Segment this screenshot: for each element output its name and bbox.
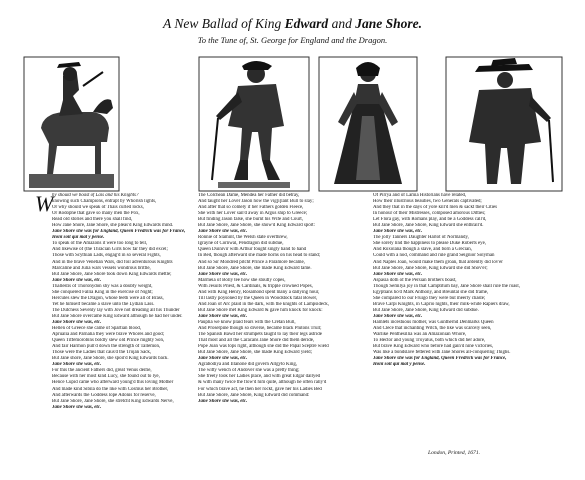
verse-line: Hamlets incestuous mother, was Gunthernd Denmarks Queen	[373, 319, 494, 325]
verse-line: Or why should we speak of Thais curled locks,	[52, 205, 144, 211]
verse-line: Marcaline and Julia wars vessels wondrous brittle,	[52, 265, 151, 271]
ballad-title	[0, 16, 585, 32]
verse-line: But Jane Shore, Jane Shore, she made King Edward tame.	[198, 265, 312, 271]
verse-line: Thallestis of Thoronydon shy was a doubty weight,	[52, 283, 153, 289]
verse-line: But Jane Shore, Jane Shore, King Edward did subdue.	[373, 307, 479, 313]
verse-line: Honi soit qui mal y pense.	[373, 362, 426, 368]
verse-line: She conquered Fallia King in the exercise of Night;	[52, 289, 153, 295]
verse-line: Jane Shore she was, etc.	[198, 313, 248, 319]
verse-line: The Spanish Bawd her strumpets taught to lay their legs astride	[198, 332, 322, 338]
verse-line: She sorely lind the happiness to please Duke Roberts eye,	[373, 241, 487, 247]
verse-line: And Roxolana though a slave, and born a Grecian,	[373, 247, 472, 253]
verse-line: Of Pirrya and of Lamia Historians have related,	[373, 193, 467, 198]
title-name-edward: Edward	[284, 16, 329, 31]
verse-line: To Hector and young Troyalus, both which did her adore,	[373, 338, 486, 344]
verse-line: & with many twice the flow'd him quite, although he often rally'd	[198, 380, 327, 386]
verse-column-1	[52, 193, 185, 411]
verse-line: She with her Lover sail'd away in Argus ship to Greece;	[198, 211, 308, 217]
verse-line: Queen Tiffemorobins boldly slew old Prince mighty Son,	[52, 338, 165, 344]
verse-line: Jane Shore she was, etc.	[198, 398, 248, 404]
title-and: and	[328, 16, 356, 31]
drop-cap: W	[35, 191, 54, 216]
verse-line: Because with her most kind Lucy, she found out to lye,	[52, 374, 160, 380]
verse-line: And afterwards the Goddess lope Adonis for reserve,	[52, 392, 156, 398]
verse-line: That most and all the Caracans Jane Shore did them deride,	[198, 338, 315, 344]
verse-line: She compared to our Fruigo they were but meerly chaste;	[373, 295, 486, 301]
verse-line: Igrayne of Cornwal, Pendragon did subdue,	[198, 241, 284, 247]
title-prefix: A New Ballad of King	[163, 16, 285, 31]
verse-line: Jane Shore she was, etc.	[52, 319, 102, 325]
verse-line: And likewise of (the Thracian Girls how far they did excel;	[52, 247, 168, 253]
verse-line: Those were the Ladies that caus'd the Trojan Sack,	[52, 350, 152, 356]
verse-line: Aprualia and Parnalia they were brave Whores and good;	[52, 332, 165, 338]
verse-line: And in the brave Venetian Wars, did foil adventurous Knights	[52, 259, 173, 265]
verse-line: And Joan of Arc plaid in the dark, with the knights of Lampsideck,	[198, 301, 329, 307]
verse-line: Jane Shore she was, etc.	[52, 404, 102, 410]
verse-line: Though Semilya joy in that Camptitum bay, Jane Shore shall rule the roast,	[373, 283, 520, 289]
verse-line: Honi soit qui mal y pense.	[52, 235, 105, 241]
verse-line: The jolly Tanners Daughter Harlot of Normandy,	[373, 235, 469, 241]
verse-line: And so Sir Mondred pitcht Prince a Paramore became,	[198, 259, 305, 265]
verse-line: The Dutchess Sevenly lay with Jove not dreading all his Thunder	[52, 307, 180, 313]
verse-line: But Jane Shore, Jane Shore, she stretcht King Edwards Nerve,	[52, 398, 174, 404]
verse-line: Till lastly poysoned by the Queen in Woodstock fatal Bower,	[198, 295, 318, 301]
verse-line: And Clece that inchanting Witch, the like was scarcely seen,	[373, 326, 492, 332]
verse-line: knowing such Champions, entrapt by Whorish lights,	[52, 199, 157, 205]
verse-line: And they that in the days of yore kill'd men & sackt their Cities	[373, 205, 498, 211]
verse-line: Marmeia of Bolly tee how she stoutly copes,	[198, 277, 286, 283]
verse-line: With Jesuits Priest, & Cardinals, & tripple crowned Popes,	[198, 283, 313, 289]
imprint: London, Printed, 1671.	[428, 450, 481, 456]
verse-line: And Proserpine though so diverse, became black Plutons Trull;	[198, 326, 322, 332]
verse-line: Hercules slew the Dragon, whose teeth were all of Brass,	[52, 295, 164, 301]
verse-line: But brave King Edward who before had gain'd nine victories,	[373, 344, 494, 350]
verse-line: Warlike Penthesillia was an Amazonian Whore,	[373, 332, 467, 338]
verse-line: Hence Cupid came who afterward young'd this loving Mother	[52, 380, 174, 386]
verse-line: Jane Shore she was for England, Queen Fredrick was for France,	[373, 356, 507, 362]
title-name-jane-shore: Jane Shore.	[355, 16, 422, 31]
verse-line: Aspasia doth of the Persian brothers boast,	[373, 277, 457, 283]
verse-line: The Colchean Dame, Mendea her Father did betray,	[198, 193, 300, 198]
verse-line: In honour of their Mistresses, composed amorous Ditties;	[373, 211, 486, 217]
verse-line: Was like a bondslave fettered with Jane Shores all-conquering Thighs.	[373, 350, 511, 356]
verse-line: Queen Duinivir with Arthur fought singly hand to hand	[198, 247, 307, 253]
woodcut-gentleman-in-hat	[445, 56, 563, 192]
verse-line: For this the ancient Fathers did, great Venus deifie,	[52, 368, 152, 374]
verse-line: Agrabodiya and Illanone did govern Allgyto King,	[198, 362, 298, 368]
verse-line: Could with a nod, command and rule grand Seignior Solyman	[373, 253, 495, 259]
verse-line: But Jane Shore, Jane Shore, she made King Edward yield;	[198, 350, 312, 356]
woodcut-gentleman-with-cane	[198, 56, 310, 192]
verse-column-3	[373, 193, 520, 368]
verse-line: But Jane shore, Jane Shore, she spoil'd King Edwards back.	[52, 356, 169, 362]
verse-line: Jane Shore she was, etc.	[373, 229, 423, 235]
verse-line: But finding Jason false, she burnt his Wife and Court,	[198, 217, 303, 223]
verse-line: And taught her Lover Jason how the vig[i]lant Bull to slay;	[198, 199, 314, 205]
verse-line: The witty wench of Andover she was a pretty thing;	[198, 368, 300, 374]
verse-line: Jane Shore she was, etc.	[52, 277, 102, 283]
verse-line: Jane Shore she was for England, Queen Fredrick was for France,	[52, 229, 186, 235]
verse-line: Brave Carpi Knights, in Caprio nights, their milk-white Rapiers draw,	[373, 301, 510, 307]
woodcut-knight-on-horseback	[23, 56, 120, 192]
verse-line: Those with Scythian Lads, engag'd in so several Fights,	[52, 253, 161, 259]
verse-line: For which brave act, he then her rockt, gave her his Ladies Bed	[198, 386, 322, 392]
woodcut-lady-in-gown	[318, 56, 418, 192]
verse-line: Read old stories and there you shall find,	[52, 217, 133, 223]
verse-line: How Jane Shore, Jane Shore, she pleas'd King Edwards mind.	[52, 223, 174, 229]
verse-line: Yet he himself became a slave unto the Lydian Lass.	[52, 301, 155, 307]
verse-line: How their illustrious beauties, two Generals captivated;	[373, 199, 482, 205]
verse-line: But Jane Shore met King Edward & gave him knock for knock:	[198, 307, 323, 313]
verse-line: But Jane Shore, Jane Shore took down King Edwards mettle;	[52, 271, 172, 277]
verse-line: But Jane Shore overcame King Edward although he had her under.	[52, 313, 183, 319]
verse-line: Egyptians ho'd Mark Anthony, and Breuntal she did frame,	[373, 289, 489, 295]
verse-line: Jane Shore she was, etc.	[198, 271, 248, 277]
verse-line: Hellen of Greece she came of Spartian blood,	[52, 326, 142, 332]
verse-line: And with King Henry, Rosamond spent many a dallying hour,	[198, 289, 320, 295]
verse-line: Jane Shore she was, etc.	[198, 229, 248, 235]
verse-line: But Jane Shore, Jane Shore, King Edward she did Shov'er;	[373, 265, 488, 271]
verse-line: Jane Shore she was, etc.	[52, 362, 102, 368]
verse-line: In Bed, though afterward she made horns on his head to stand;	[198, 253, 321, 259]
verse-line: She freely took her Ladies place, and with great Edgar dallyed	[198, 374, 321, 380]
verse-line: hy should we boast of Lais and his Knights?	[52, 193, 139, 198]
verse-line: Pope Joan was tops right, although she did the Papal Sceptre wield	[198, 344, 329, 350]
verse-line: Jane Shore she was, etc.	[198, 356, 248, 362]
verse-line: But Jane Shore, Jane Shore, she show'd King Edward sport:	[198, 223, 316, 229]
verse-column-2	[198, 193, 329, 405]
ballad-tune: To the Tune of, St. George for England and the Dragon.	[197, 35, 388, 45]
verse-line: But Jane Shore, Jane Shore, King Edward she enthrall'd.	[373, 223, 484, 229]
verse-line: Ronnie of Slamint, the Welsh state overthrew,	[198, 235, 288, 241]
verse-line: Jane Shore she was, etc.	[373, 271, 423, 277]
verse-line: And made kind Sibila do the like with Cosmus her Brother,	[52, 386, 169, 392]
verse-line: And after that so comely if her Fathers golden Fleece,	[198, 205, 304, 211]
verse-line: Pauplia we know plaid fears with the Cretan Bull,	[198, 319, 296, 325]
verse-line: And fair Harmon pull'd down the strength of Tallemon,	[52, 344, 161, 350]
verse-line: And Naples Joan, would make them groan, that ardently did lov'er	[373, 259, 503, 265]
verse-line: But Jane Shore, Jane Shore, King Edward did command:	[198, 392, 310, 398]
verse-line: Or Rodophe that gave so many men the Pox,	[52, 211, 140, 217]
verse-line: Jane Shore she was, etc.	[373, 313, 423, 319]
verse-line: To speak of the Amazons it were too long to tell,	[52, 241, 148, 247]
verse-line: Let Flora gay, with Romans play, and be a Goddess call'd,	[373, 217, 487, 223]
